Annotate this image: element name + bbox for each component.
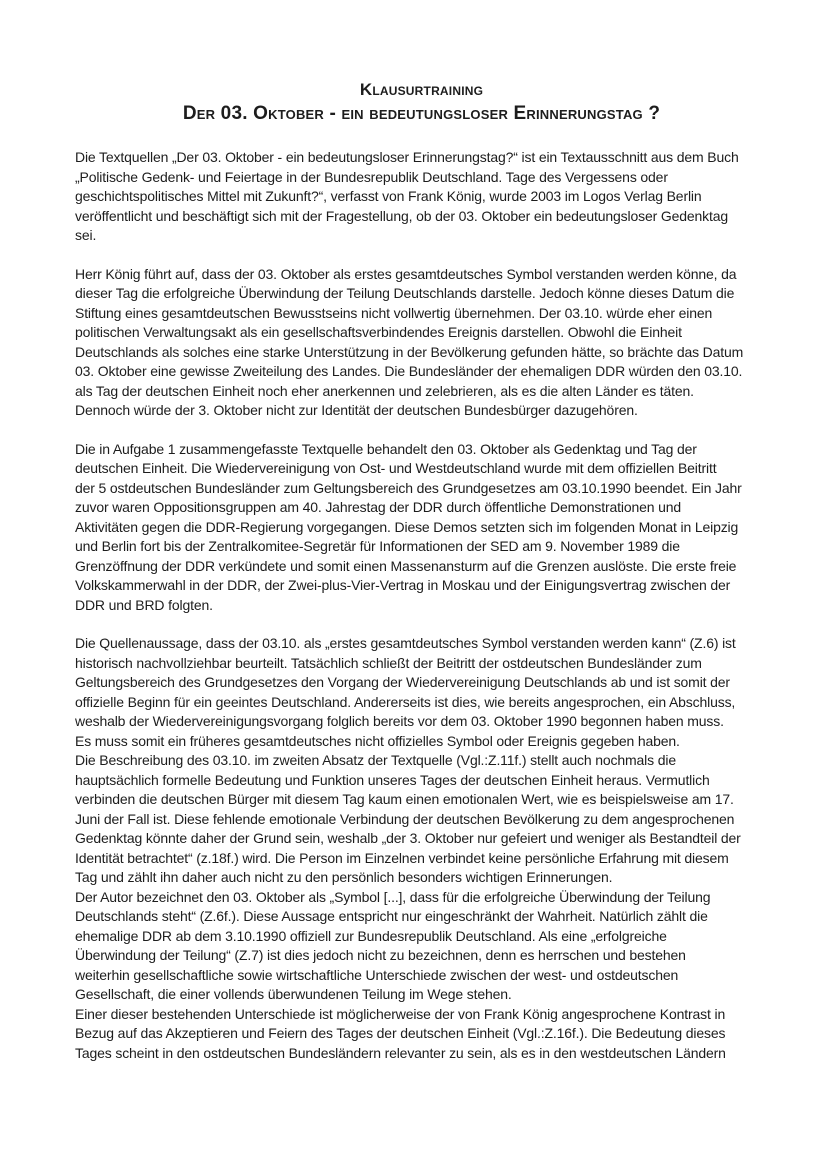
paragraph <box>75 265 768 421</box>
text-line: Die Beschreibung des 03.10. im zweiten Absatz der Textquelle (Vgl.:Z.11f.) stellt auch nochmals die <box>75 752 676 768</box>
title-line-2: Der 03. Oktober - ein bedeutungsloser Erinnerungstag ? <box>182 103 661 124</box>
text-line: 03. Oktober eine gewisse Zweiteilung des Landes. Die Bundesländer der ehemaligen DDR würden den 03.10. <box>75 363 743 379</box>
text-line: Gesellschaft, die einer vollends überwundenen Teilung im Wege stehen. <box>75 986 512 1002</box>
text-line: Stiftung eines gesamtdeutschen Bewusstseins nicht vollwertig übernehmen. Der 03.10. würde eher einen <box>75 304 713 321</box>
text-line: ehemalige DDR ab dem 3.10.1990 offiziell zur Bundesrepublik Deutschland. Als eine „erfolgreiche <box>75 927 667 944</box>
text-line: und Berlin fort bis der Zentralkomitee-Segretär für Informationen der SED am 9. November 1989 die <box>75 538 680 554</box>
document-body <box>75 148 768 1063</box>
text-line: Aktivitäten gegen die DDR-Regierung vorgegangen. Diese Demos setzten sich im folgenden Monat in Leipzig <box>75 518 739 535</box>
text-line: dieser Tag die erfolgreiche Überwindung der Teilung Deutschlands darstelle. Jedoch könne dieses Datum die <box>75 285 735 301</box>
text-line: der 5 ostdeutschen Bundesländer zum Geltungsbereich des Grundgesetzes am 03.10.1990 beendet. Ein Jahr <box>75 479 742 496</box>
text-line: deutschen Einheit. Die Wiedervereinigung von Ost- und Westdeutschland wurde mit dem offiziellen Beitritt <box>75 460 717 476</box>
text-line: offizielle Beginn für ein geeintes Deutschland. Andererseits ist dies, wie bereits angesprochen, ein Abschluss, <box>75 693 736 710</box>
text-line: als Tag der deutschen Einheit noch eher anerkennen und zelebrieren, als es die alten Länder es täten. <box>75 382 694 399</box>
text-line: Geltungsbereich des Grundgesetzes den Vorgang der Wiedervereinigung Deutschlands ab und ist somit der <box>75 674 730 690</box>
text-line: Überwindung der Teilung“ (Z.7) ist dies jedoch nicht zu bezeichnen, denn es herrschen und bestehen <box>75 947 686 963</box>
paragraph <box>75 440 768 616</box>
text-line: sei. <box>75 227 97 243</box>
text-line: Dennoch würde der 3. Oktober nicht zur Identität der deutschen Bundesbürger dazugehören. <box>75 402 638 418</box>
text-line: Deutschlands als solches eine starke Unterstützung in der Bevölkerung gefunden hätte, so brächte das Datum <box>75 343 744 360</box>
text-line: zuvor waren Oppositionsgruppen am 40. Jahrestag der DDR durch öffentliche Demonstrationen und <box>75 499 682 515</box>
text-line: Es muss somit ein früheres gesamtdeutsches nicht offizielles Symbol oder Ereignis gegeben haben. <box>75 732 680 749</box>
text-line: Deutschlands steht“ (Z.6f.). Diese Aussage entspricht nur eingeschränkt der Wahrheit. Natürlich zählt die <box>75 908 708 924</box>
text-line: Die Quellenaussage, dass der 03.10. als „erstes gesamtdeutsches Symbol verstanden werden kann“ (Z.6) ist <box>75 635 736 651</box>
text-line: veröffentlicht und beschäftigt sich mit der Fragestellung, ob der 03. Oktober ein bedeutungsloser Gedenktag <box>75 207 728 224</box>
text-line: Juni der Fall ist. Diese fehlende emotionale Verbindung der deutschen Bevölkerung zu dem angesprochenen <box>75 810 735 827</box>
document-title <box>75 78 768 126</box>
paragraph <box>75 148 768 246</box>
text-line: Einer dieser bestehenden Unterschiede ist möglicherweise der von Frank König angesprochene Kontrast in <box>75 1005 726 1022</box>
text-line: DDR und BRD folgten. <box>75 596 213 613</box>
title-line-1: Klausurtraining <box>359 80 484 99</box>
text-line: Volkskammerwahl in der DDR, der Zwei-plus-Vier-Vertrag in Moskau und der Einigungsvertrag zwischen der <box>75 577 731 593</box>
paragraph <box>75 634 768 1063</box>
text-line: Der Autor bezeichnet den 03. Oktober als „Symbol [...], dass für die erfolgreiche Überwindung der Teilung <box>75 888 711 905</box>
text-line: Gedenktag könnte daher der Grund sein, weshalb „der 3. Oktober nur gefeiert und weniger als Bestandteil der <box>75 830 741 846</box>
text-line: Die in Aufgabe 1 zusammengefasste Textquelle behandelt den 03. Oktober als Gedenktag und Tag der <box>75 440 697 457</box>
text-line: weiterhin gesellschaftliche sowie wirtschaftliche Unterschiede zwischen der west- und ostdeutschen <box>75 966 679 983</box>
text-line: weshalb der Wiedervereinigungsvorgang folglich bereits vor dem 03. Oktober 1990 begonnen haben muss. <box>75 713 724 729</box>
text-line: Identität betrachtet“ (z.18f.) wird. Die Person im Einzelnen verbindet keine persönliche Erfahrung mit diesem <box>75 849 729 866</box>
text-line: historisch nachvollziehbar beurteilt. Tatsächlich schließt der Beitritt der ostdeutschen Bundesländer zum <box>75 654 702 671</box>
text-line: Herr König führt auf, dass der 03. Oktober als erstes gesamtdeutsches Symbol verstanden werden könne, da <box>75 265 737 282</box>
text-line: geschichtspolitisches Mittel mit Zukunft?“, verfasst von Frank König, wurde 2003 im Logos Verlag Berlin <box>75 188 702 204</box>
text-line: Tages scheint in den ostdeutschen Bundesländern relevanter zu sein, als es in den westdeutschen Ländern <box>75 1044 726 1061</box>
text-line: Bezug auf das Akzeptieren und Feiern des Tages der deutschen Einheit (Vgl.:Z.16f.). Die Bedeutung dieses <box>75 1025 726 1041</box>
text-line: Tag und zählt ihn daher auch nicht zu den persönlich besonders wichtigen Erinnerungen. <box>75 869 613 885</box>
text-line: Die Textquellen „Der 03. Oktober - ein bedeutungsloser Erinnerungstag?“ ist ein Textausschnitt aus dem Buch <box>75 149 739 165</box>
text-line: politischen Verwaltungsakt als ein gesellschaftsverbindendes Ereignis darstellen. Obwohl die Einheit <box>75 324 682 340</box>
text-line: hauptsächlich formelle Bedeutung und Funktion unseres Tages der deutschen Einheit heraus. Vermutlich <box>75 771 710 788</box>
text-line: „Politische Gedenk- und Feiertage in der Bundesrepublik Deutschland. Tage des Vergessens oder <box>75 168 668 185</box>
text-line: Grenzöffnung der DDR verkündete und somit einen Massenansturm auf die Grenzen auslöste. Die erste freie <box>75 557 737 574</box>
text-line: verbinden die deutschen Bürger mit diesem Tag kaum einen emotionalen Wert, wie es beispielsweise am 17. <box>75 791 734 807</box>
